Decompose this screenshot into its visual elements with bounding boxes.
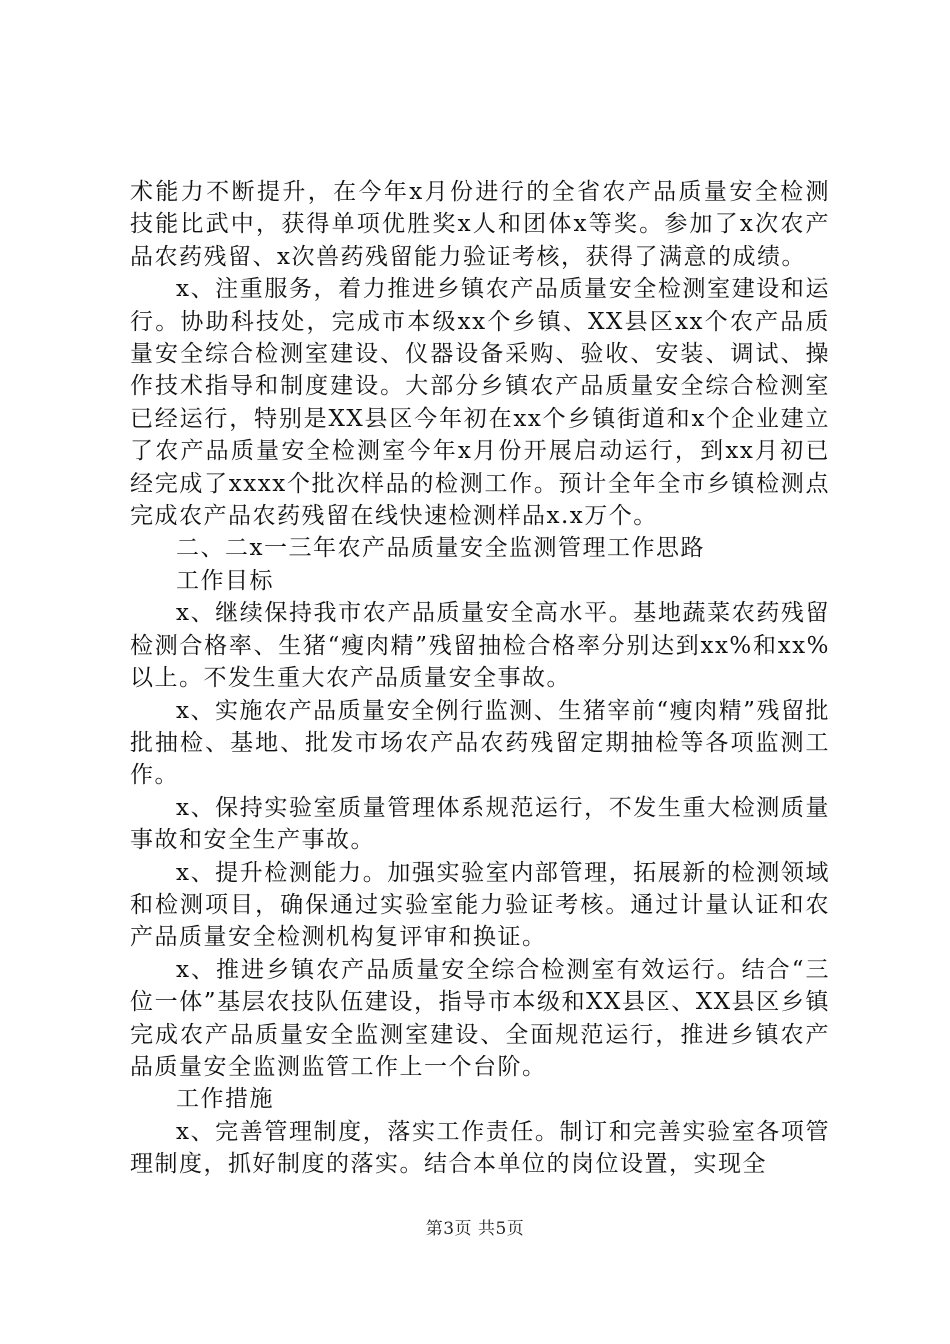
page-footer: 第3页 共5页	[425, 1219, 525, 1239]
paragraph-goal-1: x、继续保持我市农产品质量安全高水平。基地蔬菜农药残留检测合格率、生猪“瘦肉精”残留抽检合格率分别达到xx%和xx%以上。不发生重大农产品质量安全事故。	[130, 600, 830, 692]
paragraph-measure-1: x、完善管理制度，落实工作责任。制订和完善实验室各项管理制度，抓好制度的落实。结合本单位的岗位设置，实现全	[130, 1118, 830, 1178]
paragraph-goal-3: x、保持实验室质量管理体系规范运行，不发生重大检测质量事故和安全生产事故。	[130, 794, 830, 854]
document-body	[130, 176, 830, 1181]
paragraph-goal-4: x、提升检测能力。加强实验室内部管理，拓展新的检测领域和检测项目，确保通过实验室能力验证考核。通过计量认证和农产品质量安全检测机构复评审和换证。	[130, 859, 830, 951]
paragraph-goal-5: x、推进乡镇农产品质量安全综合检测室有效运行。结合“三位一体”基层农技队伍建设，指导市本级和XX县区、XX县区乡镇完成农产品质量安全监测室建设、全面规范运行，推进乡镇农产品质量安全监测监管工作上一个台阶。	[130, 956, 830, 1080]
section-heading: 二、二x一三年农产品质量安全监测管理工作思路	[176, 535, 705, 562]
subheading-goals: 工作目标	[176, 567, 274, 594]
subheading-measures: 工作措施	[176, 1086, 274, 1113]
paragraph-2: x、注重服务，着力推进乡镇农产品质量安全检测室建设和运行。协助科技处，完成市本级xx个乡镇、XX县区xx个农产品质量安全综合检测室建设、仪器设备采购、验收、安装、调试、操作技术指导和制度建设。大部分乡镇农产品质量安全综合检测室已经运行，特别是XX县区今年初在xx个乡镇街道和x个企业建立了农产品质量安全检测室今年x月份开展启动运行，到xx月初已经完成了xxxx个批次样品的检测工作。预计全年全市乡镇检测点完成农产品农药残留在线快速检测样品x.x万个。	[130, 276, 830, 530]
paragraph-1: 术能力不断提升，在今年x月份进行的全省农产品质量安全检测技能比武中，获得单项优胜奖x人和团体x等奖。参加了x次农产品农药残留、x次兽药残留能力验证考核，获得了满意的成绩。	[130, 179, 830, 270]
paragraph-goal-2: x、实施农产品质量安全例行监测、生猪宰前“瘦肉精”残留批批抽检、基地、批发市场农产品农药残留定期抽检等各项监测工作。	[130, 697, 830, 789]
